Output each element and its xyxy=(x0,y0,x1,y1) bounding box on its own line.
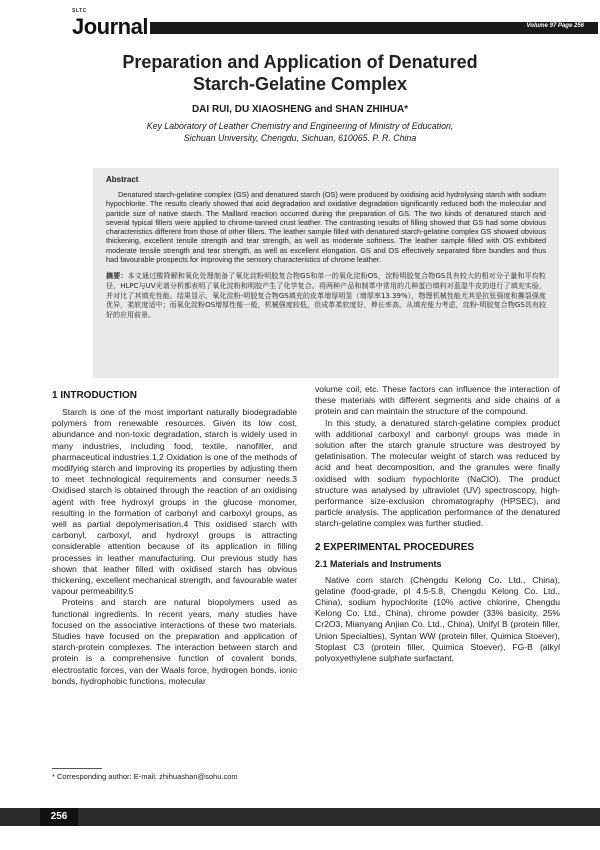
abstract-chinese-heading: 摘要： xyxy=(106,272,128,281)
paper-title xyxy=(60,51,540,95)
affiliation-line-1: Key Laboratory of Leather Chemistry and Engineering of Ministry of Education, xyxy=(146,121,454,131)
abstract-heading: Abstract xyxy=(106,175,139,184)
title-line-1: Preparation and Application of Denatured xyxy=(122,52,478,72)
left-column xyxy=(52,388,297,687)
journal-header xyxy=(0,0,600,44)
affiliation xyxy=(80,120,520,144)
affiliation-line-2: Sichuan University, Chengdu, Sichuan, 610065. P. R. China xyxy=(183,133,417,143)
journal-logo xyxy=(72,8,148,40)
intro-paragraph-4: In this study, a denatured starch-gelatine complex product with additional carboxyl and carbonyl groups was made in solution after the starch granule structure was destroyed by gelatinisation. The molecular weight of starch was reduced by acid and heat decomposition, and the granules were finally oxidised with sodium hypochlorite (NaClO). The product structure was analysed by ultraviolet (UV) spectroscopy, high-performance size-exclusion chromatography (HPSEC), and particle analysis. The application performance of the denatured starch-gelatine complex was further studied. xyxy=(315,417,560,529)
materials-subheading: 2.1 Materials and Instruments xyxy=(315,558,442,569)
experimental-heading: 2 EXPERIMENTAL PROCEDURES xyxy=(315,541,475,553)
journal-small-label: SLTC xyxy=(72,8,87,14)
corresponding-author-note: * Corresponding author: E-mail: zhihuashan@sohu.com xyxy=(52,772,238,781)
abstract-chinese xyxy=(106,272,546,320)
materials-paragraph: Native corn starch (Chengdu Kelong Co. Ltd., China), gelatine (food-grade, pI 4.5-5.8, Chengdu Kelong Co. Ltd., China), sodium hypochlorite (10% active chlorine, Chengdu Kelong Co. Ltd., China), chrome powder (33% basicity, 25% Cr2O3, Mianyang Anjian Co. Ltd., China), Unifyl B (protein filler, Union Specialties), Syntan WW (protein filler, Quimica Stoever), Stoplast C3 (protein filler, Quimica Stoever), FG-B (alkyl polyoxyethylene sulphate surfactant, xyxy=(315,574,560,664)
abstract-box xyxy=(93,168,559,378)
footer-bar xyxy=(0,808,600,826)
journal-name: Journal xyxy=(72,14,148,39)
intro-heading: 1 INTRODUCTION xyxy=(52,390,137,401)
authors: DAI RUI, DU XIAOSHENG and SHAN ZHIHUA* xyxy=(191,104,409,115)
right-column xyxy=(315,384,560,664)
volume-info: Volume 97 Page 256 xyxy=(526,23,584,29)
footnote-divider xyxy=(52,768,102,769)
intro-paragraph-1: Starch is one of the most important naturally biodegradable polymers from renewable resources. Given its low cost, abundance and non-toxic degradation, starch is widely used in many industries, including food, textile, nanofiller, and pharmaceutical industries.1,2 Oxidation is one of the methods of modifying starch and improving its properties by adjusting them to meet technological requirements and consumer needs.3 Oxidised starch is obtained through the reaction of an oxidising agent with free hydroxyl groups in the glucose monomer, resulting in the formation of carbonyl and carboxyl groups, as well as partial depolymerisation.4 This oxidised starch with carbonyl, carboxyl, and hydroxyl groups is attracting considerable attention because of its application in filling processes in leather manufacturing. Our previous study has shown that leather filled with oxidised starch has obvious thickening, excellent mechanical strength, and favourable water vapour permeability.5 xyxy=(52,407,297,597)
intro-paragraph-3: volume coil, etc. These factors can influence the interaction of these materials with different segments and side chains of a protein and can maintain the structure of the compound. xyxy=(315,384,560,417)
page-number: 256 xyxy=(50,811,68,822)
intro-paragraph-2: Proteins and starch are natural biopolymers used as functional ingredients. In recent years, many studies have focused on the associative interactions of these two materials. Studies have focused on the preparation and application of starch-protein complexes. The interaction between starch and protein is a comprehensive function of covalent bonds, electrostatic forces, van der Waals force, hydrogen bonds, ionic bonds, hydrophobic functions, molecular xyxy=(52,597,297,686)
abstract-text: Denatured starch-gelatine complex (GS) and denatured starch (OS) were produced by oxidising acid hydrolysing starch with sodium hypochlorite. The results clearly showed that acid degradation and oxidative degradation significantly reduced both the molecular and particle size of native starch. The Maillard reaction occurred during the preparation of GS. The two kinds of denatured starch and several typical fillers were applied to chrome-tanned crust leather. The contrasting results of filling showed that GS had some obvious characteristics different from those of other fillers. The leather sample filled with denatured starch-gelatine complex GS showed obvious thickening, excellent tensile strength and tear strength, as well as moderate softness. The leather sample filled with OS exhibited moderate tensile strength and tear strength, as well as excellent elongation. GS and OS effectively separated fibre bundles and thus had favourable prospects for improving the sensory characteristics of chrome leather. xyxy=(106,190,546,265)
title-line-2: Starch-Gelatine Complex xyxy=(192,74,408,94)
header-rule xyxy=(150,22,598,34)
abstract-chinese-text: 本文通过酸降解和氧化处理制备了氧化淀粉明胶复合物GS和单一的氧化淀粉OS，淀粉明胶复合物GS具有较大的相对分子量和平均粒径，HLPC与UV光谱分析都表明了氧化淀粉和明胶产生了化学复合。将两种产品和制革中常用的几种蛋白填料对蓝湿牛皮的进行了填充实验，并对比了其填充性能。结果显示，氧化淀粉-明胶复合物GS填充的皮革增厚明显（增厚率13.39%），物理机械性能尤其是抗张强度和撕裂强度优异，柔软度适中；而氧化淀粉OS增厚性能一般，机械强度较低，但成革柔软度好，伸长率高。从填充能力考虑，淀粉-明胶复合物GS具有较好的应用前景。 xyxy=(106,272,547,319)
